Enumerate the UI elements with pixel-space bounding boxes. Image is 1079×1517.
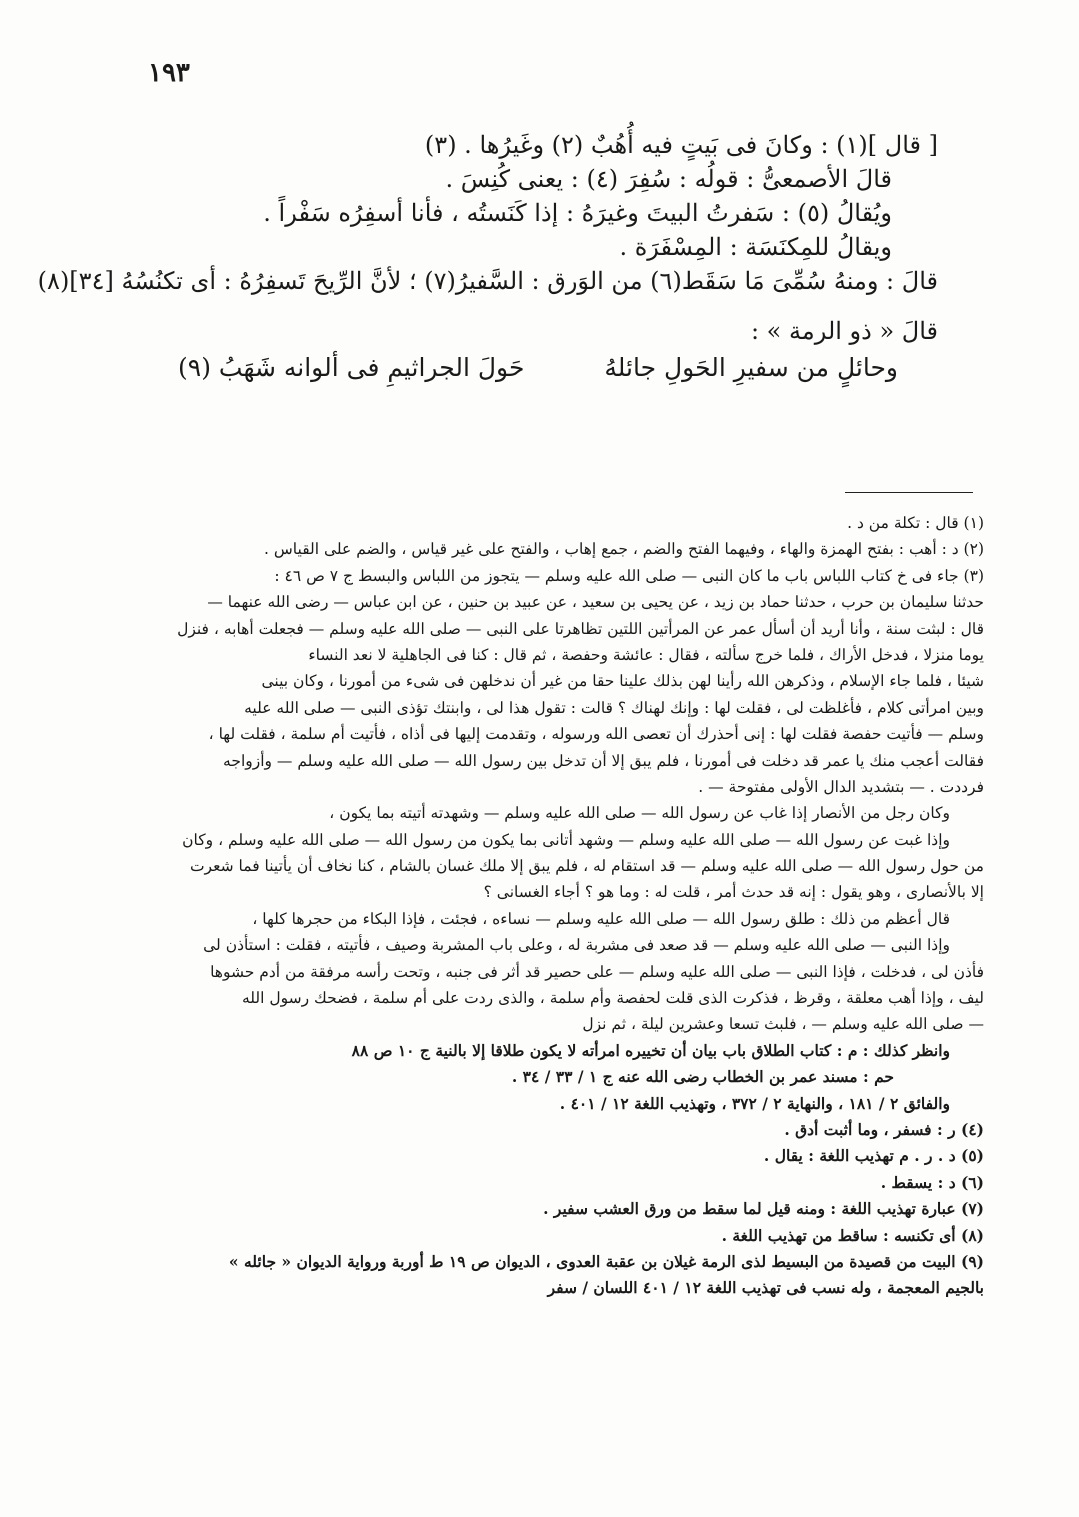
footnote-line: وانظر كذلك : م : كتاب الطلاق باب بيان أن تخييره امرأته لا يكون طلاقا إلا بالنية ج ١٠ ص ٨٨ — [351, 1040, 950, 1060]
footnote-line: حدثنا سليمان بن حرب ، حدثنا حماد بن زيد ، عن يحيى بن سعيد ، عن عبيد بن حنين ، عن ابن عباس — رضى الله عنهما — — [207, 593, 984, 612]
footnote-line: (١) قال : تكلة من د . — [847, 514, 984, 532]
main-line: قالَ الأصمعىُّ : قولُه : سُفِرَ (٤) : يعنى كُنِسَ . — [445, 165, 892, 193]
main-text — [37, 128, 938, 388]
footnote-line: حم : مسند عمر بن الخطاب رضى الله عنه ج ١ / ٣٣ / ٣٤ . — [511, 1067, 894, 1087]
main-line: ويُقالُ (٥) : سَفرتُ البيتَ وغيرَهُ : إذا كَنَستُه ، فأنا أسفِرُه سَفْراً . — [263, 199, 892, 227]
main-line: [ قال ](١) : وكانَ فى بَيتٍ فيه أُهُبٌ (٢) وغَيرُها . (٣) — [424, 131, 938, 159]
footnote-line: فقالت أعجب منك يا عمر قد دخلت فى أمورنا ، فلم يبق إلا أن تدخل بين رسول الله — صلى الله عليه وسلم — وأزواجه — [223, 751, 984, 770]
footnote-line: إلا بالأنصارى ، وهو يقول : إنه قد حدث أمر ، قلت له : وما هو ؟ أجاء الغسانى ؟ — [483, 883, 984, 902]
footnote-line: وكان رجل من الأنصار إذا غاب عن رسول الله — صلى الله عليه وسلم — وشهدته أتيته بما يكون ، — [329, 804, 950, 823]
main-line: قالَ : ومنهُ سُمِّىَ مَا سَقَط(٦) من الوَرق : السَّفيرُ(٧) ؛ لأنَّ الرِّيحَ تَسفِرُهُ : أى تكنُسُهُ [٣٤](٨) — [37, 267, 938, 295]
footnote-line: — صلى الله عليه وسلم — ، فلبث تسعا وعشرين ليلة ، ثم نزل — [582, 1015, 984, 1034]
footnote-line: وإذا غبت عن رسول الله — صلى الله عليه وسلم — وشهد أتانى بما يكون من رسول الله — صلى الله عليه وسلم ، وكان — [182, 830, 950, 849]
footnote-line: وإذا النبى — صلى الله عليه وسلم — قد صعد فى مشربة له ، وعلى باب المشربة وصيف ، فأتيته ، فقلت : استأذن لى — [203, 936, 950, 955]
footnote-line: (٦) د : يسقط . — [880, 1172, 984, 1192]
footnote-line: (٧) عبارة تهذيب اللغة : ومنه قيل لما سقط من ورق العشب سفير . — [543, 1199, 984, 1219]
verse-first-hemistich: وحائلٍ من سفيرِ الحَولِ جائلهُ — [604, 353, 898, 382]
footnote-line: وبين امرأتى كلام ، فأغلظت لى ، فقلت لها : وإنك لهناك ؟ قالت : تقول هذا لى ، وابنتك تؤذى النبى — صلى الله عليه — [244, 698, 984, 717]
footnote-line: (٣) جاء فى خ كتاب اللباس باب ما كان النبى — صلى الله عليه وسلم — يتجوز من اللباس والبسط ج ٧ ص ٤٦ : — [274, 566, 984, 585]
footnote-line: (٤) ر : فسفر ، وما أثبت أدق . — [784, 1119, 984, 1139]
footnote-line: والفائق ٢ / ١٨١ ، والنهاية ٢ / ٣٧٢ ، وتهذيب اللغة ١٢ / ٤٠١ . — [559, 1093, 950, 1113]
footnote-line: ليف ، وإذا أهب معلقة ، وقرظ ، فذكرت الذى قلت لحفصة وأم سلمة ، والذى ردت على أم سلمة ، فضحك رسول الله — [241, 989, 984, 1008]
footnote-line: يوما منزلا ، فدخل الأراك ، فلما خرج سألته ، فقال : عائشة وحفصة ، ثم قال : كنا فى الجاهلية لا نعد النساء — [308, 645, 984, 664]
footnote-line: وسلم — فأتيت حفصة فقلت لها : إنى أحذرك أن تعصى الله ورسوله ، وتقدمت إليها فى أذاه ، فأتيت أم سلمة ، فقلت لها ، — [208, 725, 984, 744]
footnote-separator — [845, 492, 973, 493]
footnote-line: من حول رسول الله — صلى الله عليه وسلم — قد استقام له ، فلم يبق إلا ملك غسان بالشام ، كنا نخاف أن يأتينا فما شعرت — [189, 857, 984, 876]
footnote-line: (٩) البيت من قصيدة من البسيط لذى الرمة غيلان بن عقبة العدوى ، الديوان ص ١٩ ط أوربة ورواية الديوان « جائله » — [228, 1251, 984, 1271]
poem-verse — [178, 348, 898, 388]
poem-intro: قالَ « ذو الرمة » : — [750, 317, 938, 345]
footnote-line: قال أعظم من ذلك : طلق رسول الله — صلى الله عليه وسلم — نساءه ، فجئت ، فإذا البكاء من حجرها كلها ، — [252, 909, 950, 928]
footnotes — [112, 510, 984, 1302]
verse-second-hemistich: حَولَ الجراثيمِ فى ألوانه شَهَبُ (٩) — [178, 353, 525, 382]
footnote-line: قال : لبثت سنة ، وأنا أريد أن أسأل عمر عن المرأتين اللتين تظاهرتا على النبى — صلى الله عليه وسلم — فجعلت أهابه ، فنزل — [177, 619, 984, 638]
page-number: ١٩٣ — [148, 58, 190, 88]
footnote-line: (٥) د . ر . م تهذيب اللغة : يقال . — [763, 1146, 984, 1166]
footnote-line: شيئا ، فلما جاء الإسلام ، وذكرهن الله رأينا لهن بذلك علينا حقا من غير أن ندخلهن فى شىء من أمورنا ، وكان بينى — [261, 672, 984, 691]
footnote-line: (٢) د : أهب : بفتح الهمزة والهاء ، وفيهما الفتح والضم ، جمع إهاب ، والفتح على غير قياس ، والضم على القياس . — [264, 540, 984, 559]
footnote-line: فأذن لى ، فدخلت ، فإذا النبى — صلى الله عليه وسلم — على حصير قد أثر فى جنبه ، وتحت رأسه مرفقة من أدم حشوها — [210, 962, 984, 981]
footnote-line: (٨) أى تكنسه : ساقط من تهذيب اللغة . — [721, 1225, 984, 1245]
footnote-line: بالجيم المعجمة ، وله نسب فى تهذيب اللغة ١٢ / ٤٠١ اللسان / سفر — [547, 1278, 984, 1298]
footnote-line: فرددت . — بتشديد الدال الأولى مفتوحة — . — [698, 777, 984, 796]
main-line: ويقالُ للمِكنَسَة : المِسْفَرَة . — [619, 233, 892, 261]
